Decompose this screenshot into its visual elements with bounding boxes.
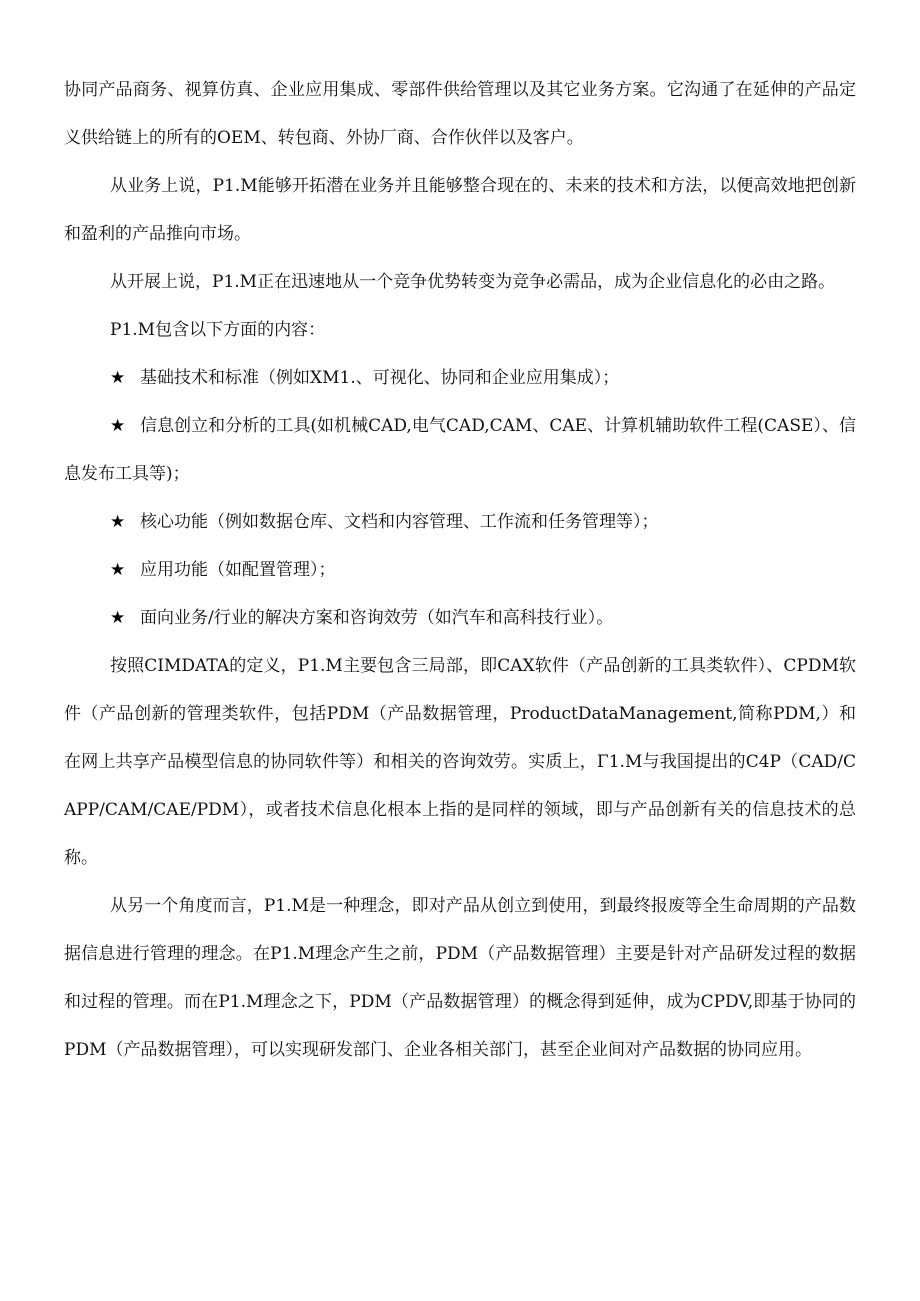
bullet-item-core [64,498,856,546]
paragraph-concept: 从另一个角度而言，P1.M是一种理念，即对产品从创立到使用，到最终报废等全生命周期的产品数据信息进行管理的理念。在P1.M理念产生之前，PDM（产品数据管理）主要是针对产品研发过程的数据和过程的管理。而在P1.M理念之下，PDM（产品数据管理）的概念得到延伸，成为CPDV,即基于协同的PDM（产品数据管理），可以实现研发部门、企业各相关部门，甚至企业间对产品数据的协同应用。 [64,896,856,1060]
paragraph-business: 从业务上说，P1.M能够开拓潜在业务并且能够整合现在的、未来的技术和方法，以便高效地把创新和盈利的产品推向市场。 [64,176,856,244]
bullet-text: 核心功能（例如数据仓库、文档和内容管理、工作流和任务管理等）； [140,512,659,532]
bullet-item-tools [64,402,856,498]
bullet-item-application [64,546,856,594]
bullet-text: 信息创立和分析的工具(如机械CAD,电气CAD,CAM、CAE、计算机辅助软件工程(CASE）、信息发布工具等)； [64,416,856,484]
paragraph-contents-intro: P1.M包含以下方面的内容： [110,320,326,340]
star-icon: ★ [110,512,126,532]
bullet-text: 应用功能（如配置管理）； [140,560,336,580]
document-body [64,66,856,1074]
paragraph-cimdata-definition: 按照CIMDATA的定义，P1.M主要包含三局部，即CAX软件（产品创新的工具类软件）、CPDM软件（产品创新的管理类软件，包括PDM（产品数据管理，ProductDataManagement,简称PDM,）和在网上共享产品模型信息的协同软件等）和相关的咨询效劳。实质上，Γ1.M与我国提出的C4P（CAD/CAPP/CAM/CAE/PDM），或者技术信息化根本上指的是同样的领域，即与产品创新有关的信息技术的总称。 [64,656,856,868]
star-icon: ★ [110,368,126,388]
paragraph-continuation: 协同产品商务、视算仿真、企业应用集成、零部件供给管理以及其它业务方案。它沟通了在延伸的产品定义供给链上的所有的OEM、转包商、外协厂商、合作伙伴以及客户。 [64,80,856,148]
star-icon: ★ [110,608,126,628]
bullet-text: 基础技术和标准（例如XM1.、可视化、协同和企业应用集成）； [140,368,620,388]
star-icon: ★ [110,560,126,580]
bullet-item-foundation [64,354,856,402]
paragraph-development: 从开展上说，P1.M正在迅速地从一个竞争优势转变为竞争必需品，成为企业信息化的必由之路。 [110,272,836,292]
star-icon: ★ [110,416,126,436]
bullet-item-solutions [64,594,856,642]
bullet-text: 面向业务/行业的解决方案和咨询效劳（如汽车和高科技行业）。 [140,608,614,628]
